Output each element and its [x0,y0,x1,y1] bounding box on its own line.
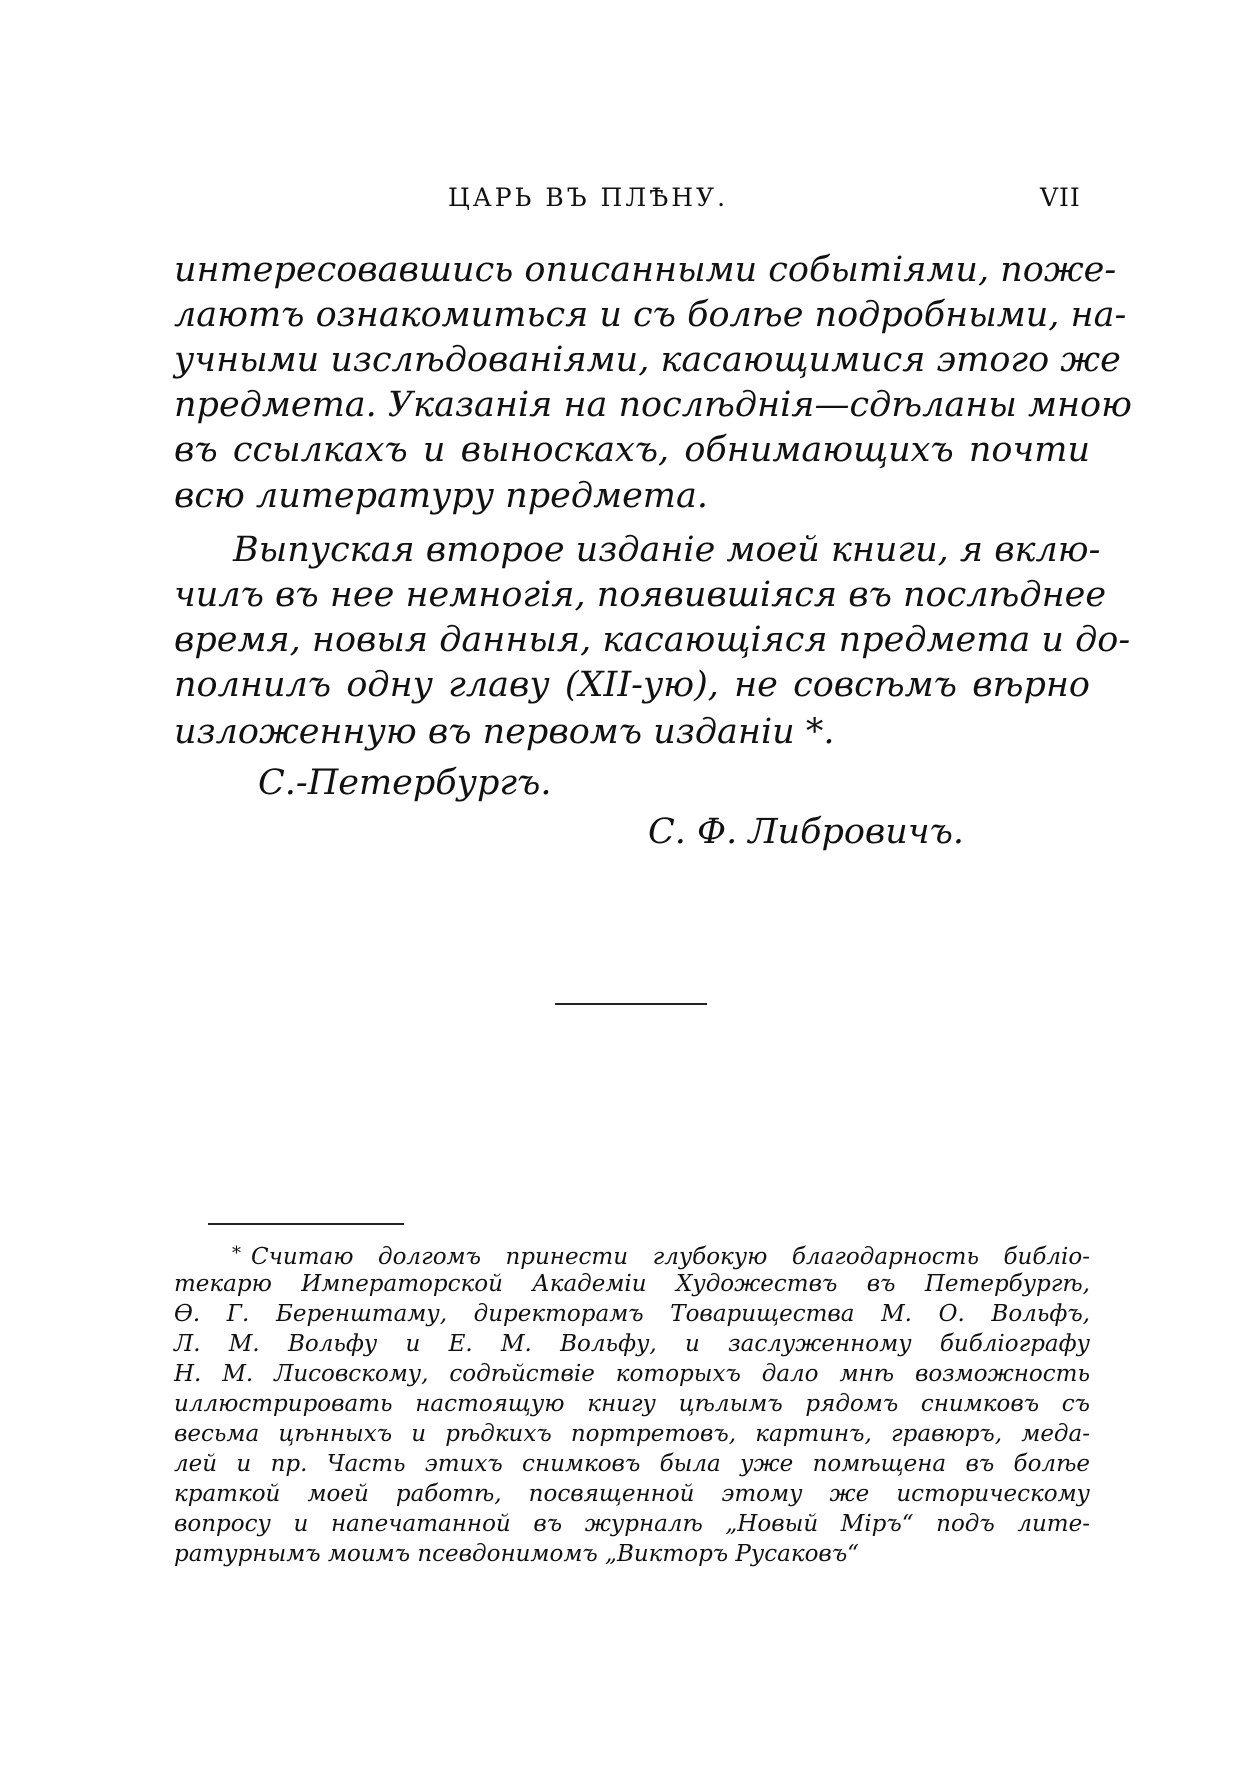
body-line: учными изслѣдованіями, касающимися этого же [174,340,1121,380]
footnote-line: Н. М. Лисовскому, содѣйствіе которыхъ дало мнѣ возможность [174,1361,1090,1387]
body-line: изложенную въ первомъ изданіи *. [174,712,835,752]
running-title: ЦАРЬ ВЪ ПЛѢНУ. [448,183,729,212]
footnote-text: Считаю долгомъ принести глубокую благодарность библіо- [251,1244,1090,1270]
end-rule [555,1003,707,1005]
body-line: предмета. Указанія на послѣднія—сдѣланы мною [174,385,1132,425]
footnote-line: лей и пр. Часть этихъ снимковъ была уже помѣщена въ болѣе [174,1451,1090,1477]
footnote-line: текарю Императорской Академіи Художествъ въ Петербургѣ, [174,1271,1090,1297]
footnote-line [232,1239,1090,1269]
page-number: VII [1040,183,1081,212]
body-line: въ ссылкахъ и выноскахъ, обнимающихъ почти [174,430,1090,470]
running-head [0,183,1259,223]
body-line: полнилъ одну главу (XII-ую), не совсѣмъ вѣрно [174,665,1090,705]
footnote-marker: * [232,1243,241,1264]
body-line: время, новыя данныя, касающіяся предмета и до- [174,620,1131,660]
author-signature: С. Ф. Либровичъ. [648,812,965,852]
footnote-line: краткой моей работѣ, посвященной этому же историческому [174,1481,1090,1507]
body-line: интересовавшись описанными событіями, поже- [174,250,1117,290]
footnote-line: ратурнымъ моимъ псевдонимомъ „Викторъ Русаковъ“ [174,1541,859,1567]
footnote-line: Ѳ. Г. Беренштаму, директорамъ Товарищества М. О. Вольфъ, [174,1301,1090,1327]
footnote-rule [208,1223,404,1225]
footnote-line: иллюстрировать настоящую книгу цѣлымъ рядомъ снимковъ съ [174,1391,1090,1417]
body-line: всю литературу предмета. [174,476,708,516]
footnote-line: весьма цѣнныхъ и рѣдкихъ портретовъ, картинъ, гравюръ, меда- [174,1421,1090,1447]
body-line: чилъ въ нее немногія, появившіяся въ послѣднее [174,575,1107,615]
body-line: лаютъ ознакомиться и съ болѣе подробными, на- [174,295,1127,335]
footnote-line: Л. М. Вольфу и Е. М. Вольфу, и заслуженному библіографу [174,1331,1090,1357]
footnote-line: вопросу и напечатанной въ журналѣ „Новый Міръ“ подъ лите- [174,1511,1090,1537]
place-line: С.-Петербургъ. [258,763,552,803]
body-line: Выпуская второе изданіе моей книги, я вклю- [233,530,1101,570]
